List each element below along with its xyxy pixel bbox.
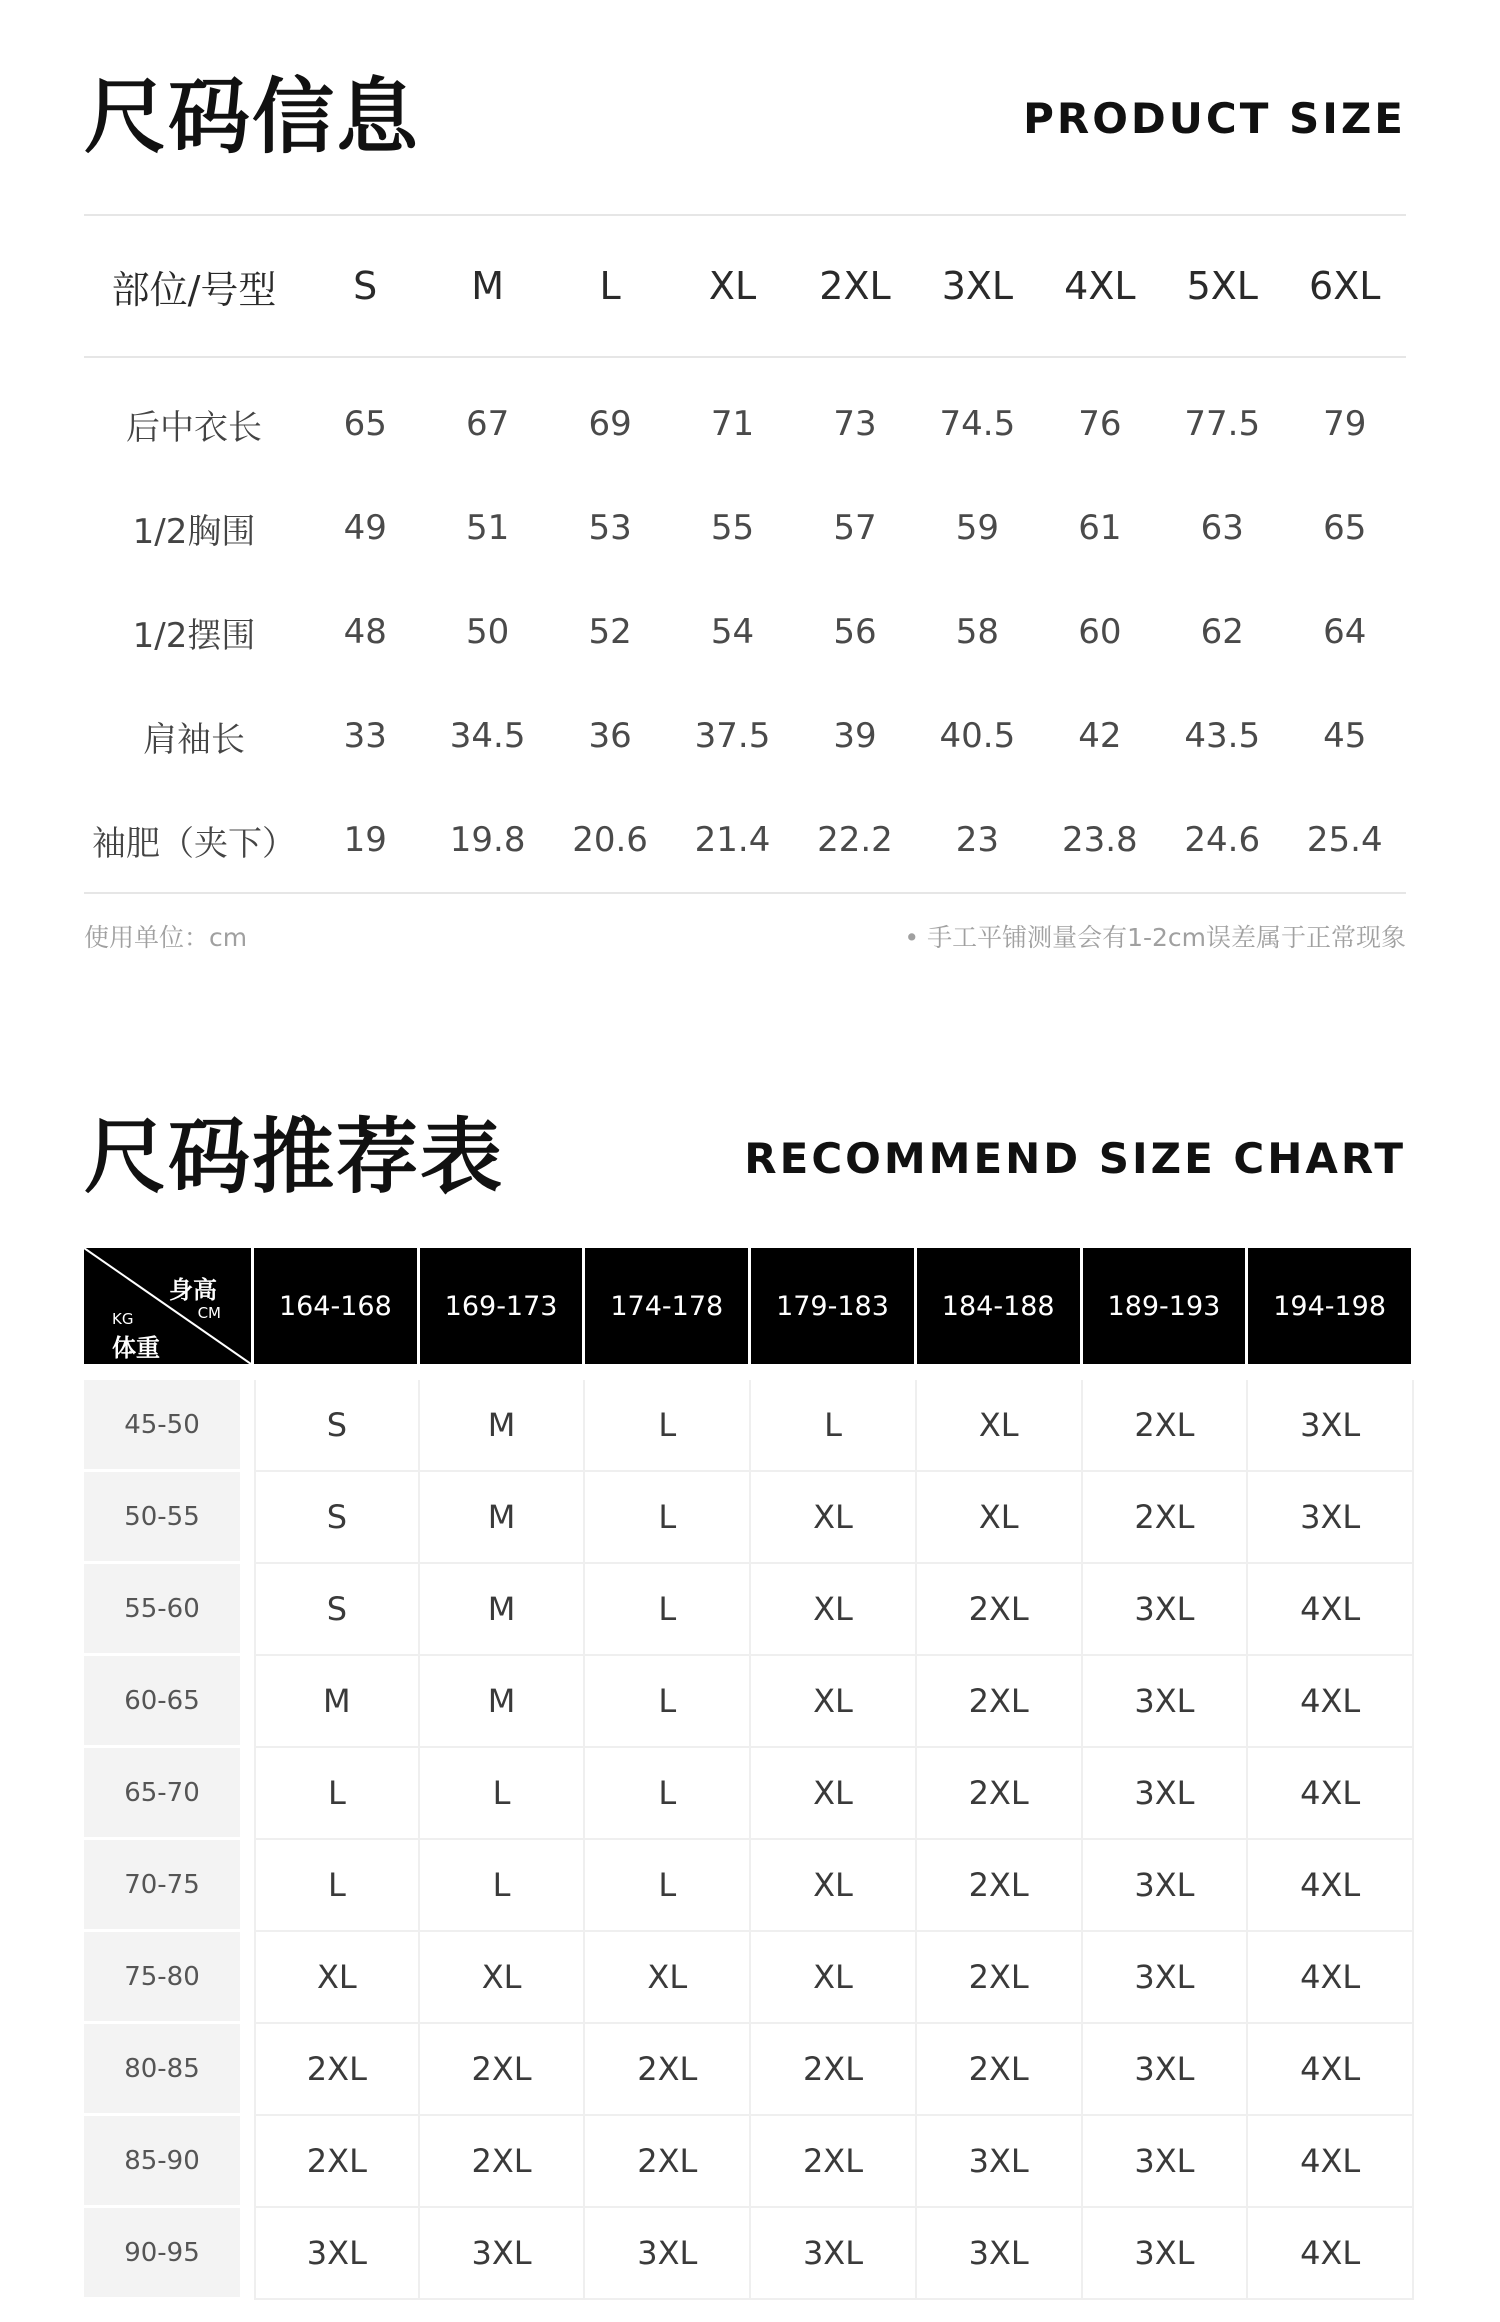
recommended-size-cell: XL bbox=[751, 1656, 917, 1748]
recommended-size-cell: 3XL bbox=[751, 2208, 917, 2300]
height-range-header: 189-193 bbox=[1083, 1248, 1249, 1364]
recommended-size-cell: 4XL bbox=[1248, 1840, 1414, 1932]
recommended-size-cell: 4XL bbox=[1248, 1932, 1414, 2024]
measurement-value: 74.5 bbox=[939, 404, 1016, 444]
measurement-value: 39 bbox=[833, 716, 877, 756]
recommended-size-cell: 3XL bbox=[1083, 1932, 1249, 2024]
measurement-value: 23.8 bbox=[1039, 788, 1161, 893]
recommended-size-cell: 2XL bbox=[1083, 1472, 1249, 1564]
recommended-size-cell: XL bbox=[751, 1748, 917, 1840]
weight-range-label: 55-60 bbox=[84, 1564, 240, 1656]
height-range-header: 179-183 bbox=[751, 1248, 917, 1364]
recommended-size-cell: L bbox=[585, 1748, 751, 1840]
recommended-size-cell: 2XL bbox=[917, 1564, 1083, 1656]
measurement-value: 67 bbox=[466, 404, 510, 444]
measurement-value: 40.5 bbox=[939, 716, 1016, 756]
recommended-size-cell: L bbox=[254, 1840, 420, 1932]
recommended-size-cell: L bbox=[751, 1380, 917, 1472]
recommended-size-cell: 2XL bbox=[751, 2116, 917, 2208]
recommended-size-cell: 4XL bbox=[1248, 1656, 1414, 1748]
recommend-size-subtitle: RECOMMEND SIZE CHART bbox=[744, 1134, 1406, 1183]
measurement-value: 23 bbox=[916, 788, 1038, 893]
measurement-value: 52 bbox=[588, 612, 632, 652]
weight-range-label: 70-75 bbox=[84, 1840, 240, 1932]
recommended-size-cell: 3XL bbox=[1083, 1564, 1249, 1656]
measurement-part-label: 肩袖长 bbox=[143, 719, 245, 760]
corner-weight-unit: KG bbox=[112, 1310, 134, 1328]
recommended-size-cell: 2XL bbox=[917, 1748, 1083, 1840]
measurement-value: 77.5 bbox=[1184, 404, 1261, 444]
measurement-part-label: 后中衣长 bbox=[126, 407, 262, 448]
recommended-size-cell: 4XL bbox=[1248, 1564, 1414, 1656]
weight-range-label: 60-65 bbox=[84, 1656, 240, 1748]
size-header-l: L bbox=[549, 215, 671, 357]
measurement-value: 56 bbox=[833, 612, 877, 652]
recommended-size-cell: M bbox=[420, 1472, 586, 1564]
size-header-s: S bbox=[304, 215, 426, 357]
measurement-value: 49 bbox=[343, 508, 387, 548]
recommended-size-cell: 3XL bbox=[1083, 2024, 1249, 2116]
recommended-size-cell: 3XL bbox=[917, 2116, 1083, 2208]
recommended-size-cell: 4XL bbox=[1248, 2024, 1414, 2116]
measurement-value: 19 bbox=[304, 788, 426, 893]
measurement-value: 73 bbox=[833, 404, 877, 444]
measurement-value: 48 bbox=[343, 612, 387, 652]
measurement-value: 51 bbox=[466, 508, 510, 548]
recommended-size-cell: 2XL bbox=[917, 2024, 1083, 2116]
measurement-value: 54 bbox=[710, 612, 755, 652]
measurement-value: 33 bbox=[343, 716, 387, 756]
recommended-size-cell: 2XL bbox=[420, 2116, 586, 2208]
recommended-size-cell: 2XL bbox=[917, 1932, 1083, 2024]
size-header-2xl: 2XL bbox=[794, 215, 916, 357]
recommended-size-cell: 3XL bbox=[420, 2208, 586, 2300]
weight-range-label: 90-95 bbox=[84, 2208, 240, 2300]
measurement-value: 25.4 bbox=[1284, 788, 1407, 893]
recommended-size-cell: XL bbox=[751, 1472, 917, 1564]
recommend-size-grid bbox=[84, 1248, 1414, 2300]
recommended-size-cell: 2XL bbox=[1083, 1380, 1249, 1472]
recommended-size-cell: XL bbox=[751, 1564, 917, 1656]
recommended-size-cell: 4XL bbox=[1248, 2208, 1414, 2300]
diagonal-divider bbox=[84, 1248, 251, 1364]
recommended-size-cell: 2XL bbox=[917, 1840, 1083, 1932]
recommended-size-cell: L bbox=[585, 1380, 751, 1472]
measurement-value: 79 bbox=[1323, 404, 1367, 444]
recommended-size-cell: S bbox=[254, 1564, 420, 1656]
recommended-size-cell: L bbox=[585, 1472, 751, 1564]
product-size-title: 尺码信息 bbox=[84, 70, 421, 165]
measurement-value: 63 bbox=[1200, 508, 1244, 548]
measurement-value: 37.5 bbox=[694, 716, 771, 756]
recommended-size-cell: 4XL bbox=[1248, 1748, 1414, 1840]
recommended-size-cell: 3XL bbox=[1083, 2208, 1249, 2300]
height-range-header: 169-173 bbox=[420, 1248, 586, 1364]
measurement-value: 65 bbox=[1323, 508, 1367, 548]
measurement-value: 42 bbox=[1078, 716, 1122, 756]
recommended-size-cell: S bbox=[254, 1380, 420, 1472]
measurement-value: 50 bbox=[466, 612, 510, 652]
recommended-size-cell: 2XL bbox=[254, 2024, 420, 2116]
recommended-size-cell: L bbox=[420, 1748, 586, 1840]
recommended-size-cell: 3XL bbox=[917, 2208, 1083, 2300]
measurement-error-note: • 手工平铺测量会有1-2cm误差属于正常现象 bbox=[904, 923, 1406, 952]
recommended-size-cell: 2XL bbox=[585, 2116, 751, 2208]
size-header-3xl: 3XL bbox=[916, 215, 1038, 357]
measurement-value: 76 bbox=[1078, 404, 1122, 444]
corner-height-label: 身高 bbox=[169, 1276, 217, 1304]
recommended-size-cell: M bbox=[420, 1656, 586, 1748]
recommended-size-cell: L bbox=[254, 1748, 420, 1840]
measurement-value: 71 bbox=[710, 404, 755, 444]
measurement-value: 21.4 bbox=[671, 788, 793, 893]
recommended-size-cell: 3XL bbox=[1248, 1380, 1414, 1472]
weight-range-label: 50-55 bbox=[84, 1472, 240, 1564]
recommended-size-cell: L bbox=[585, 1656, 751, 1748]
recommended-size-cell: M bbox=[420, 1564, 586, 1656]
weight-range-label: 65-70 bbox=[84, 1748, 240, 1840]
measurement-value: 53 bbox=[588, 508, 632, 548]
measurement-part-label: 袖肥（夹下） bbox=[84, 788, 304, 893]
recommended-size-cell: 2XL bbox=[585, 2024, 751, 2116]
measurement-value: 60 bbox=[1078, 612, 1122, 652]
size-header-5xl: 5XL bbox=[1161, 215, 1283, 357]
measurement-value: 61 bbox=[1078, 508, 1122, 548]
measurement-value: 64 bbox=[1323, 612, 1367, 652]
recommended-size-cell: XL bbox=[254, 1932, 420, 2024]
weight-range-label: 85-90 bbox=[84, 2116, 240, 2208]
measurement-value: 34.5 bbox=[449, 716, 526, 756]
measurement-part-label: 1/2摆围 bbox=[132, 615, 256, 656]
measurement-value: 59 bbox=[955, 508, 1000, 548]
recommended-size-cell: 2XL bbox=[751, 2024, 917, 2116]
height-range-header: 194-198 bbox=[1248, 1248, 1414, 1364]
recommended-size-cell: XL bbox=[917, 1472, 1083, 1564]
measurement-value: 62 bbox=[1200, 612, 1244, 652]
recommended-size-cell: 3XL bbox=[585, 2208, 751, 2300]
unit-note: 使用单位：cm bbox=[84, 923, 248, 952]
recommended-size-cell: L bbox=[585, 1564, 751, 1656]
measurement-value: 45 bbox=[1323, 716, 1367, 756]
recommended-size-cell: L bbox=[585, 1840, 751, 1932]
recommended-size-cell: XL bbox=[420, 1932, 586, 2024]
grid-corner-header bbox=[84, 1248, 254, 1364]
height-range-header: 184-188 bbox=[917, 1248, 1083, 1364]
corner-weight-label: 体重 bbox=[112, 1334, 160, 1362]
corner-height-unit: CM bbox=[197, 1304, 221, 1322]
size-header-xl: XL bbox=[671, 215, 793, 357]
recommended-size-cell: 3XL bbox=[254, 2208, 420, 2300]
size-header-6xl: 6XL bbox=[1284, 215, 1407, 357]
measurement-value: 57 bbox=[833, 508, 877, 548]
recommended-size-cell: 3XL bbox=[1083, 1748, 1249, 1840]
weight-range-label: 80-85 bbox=[84, 2024, 240, 2116]
measurement-value: 36 bbox=[588, 716, 632, 756]
recommended-size-cell: 3XL bbox=[1248, 1472, 1414, 1564]
recommend-size-title: 尺码推荐表 bbox=[84, 1110, 505, 1205]
recommended-size-cell: M bbox=[420, 1380, 586, 1472]
recommended-size-cell: M bbox=[254, 1656, 420, 1748]
recommended-size-cell: XL bbox=[917, 1380, 1083, 1472]
recommended-size-cell: L bbox=[420, 1840, 586, 1932]
recommended-size-cell: 3XL bbox=[1083, 1840, 1249, 1932]
measurement-value: 20.6 bbox=[549, 788, 671, 893]
measurement-value: 58 bbox=[955, 612, 1000, 652]
measurement-value: 22.2 bbox=[794, 788, 916, 893]
recommended-size-cell: 3XL bbox=[1083, 1656, 1249, 1748]
height-range-header: 164-168 bbox=[254, 1248, 420, 1364]
recommended-size-cell: 2XL bbox=[254, 2116, 420, 2208]
height-range-header: 174-178 bbox=[585, 1248, 751, 1364]
recommended-size-cell: 3XL bbox=[1083, 2116, 1249, 2208]
recommended-size-cell: XL bbox=[751, 1932, 917, 2024]
measurement-part-label: 1/2胸围 bbox=[132, 511, 256, 552]
weight-range-label: 45-50 bbox=[84, 1380, 240, 1472]
measurement-value: 65 bbox=[343, 404, 387, 444]
recommended-size-cell: 2XL bbox=[420, 2024, 586, 2116]
recommended-size-cell: S bbox=[254, 1472, 420, 1564]
recommended-size-cell: XL bbox=[585, 1932, 751, 2024]
recommended-size-cell: 4XL bbox=[1248, 2116, 1414, 2208]
measurement-value: 69 bbox=[588, 404, 632, 444]
product-size-subtitle: PRODUCT SIZE bbox=[1023, 94, 1406, 143]
weight-range-label: 75-80 bbox=[84, 1932, 240, 2024]
recommended-size-cell: XL bbox=[751, 1840, 917, 1932]
header-part-label: 部位/号型 bbox=[84, 215, 304, 357]
measurement-value: 43.5 bbox=[1184, 716, 1261, 756]
measurement-value: 55 bbox=[710, 508, 755, 548]
recommended-size-cell: 2XL bbox=[917, 1656, 1083, 1748]
size-header-4xl: 4XL bbox=[1039, 215, 1161, 357]
size-header-m: M bbox=[426, 215, 548, 357]
measurement-value: 24.6 bbox=[1161, 788, 1283, 893]
measurement-value: 19.8 bbox=[426, 788, 548, 893]
